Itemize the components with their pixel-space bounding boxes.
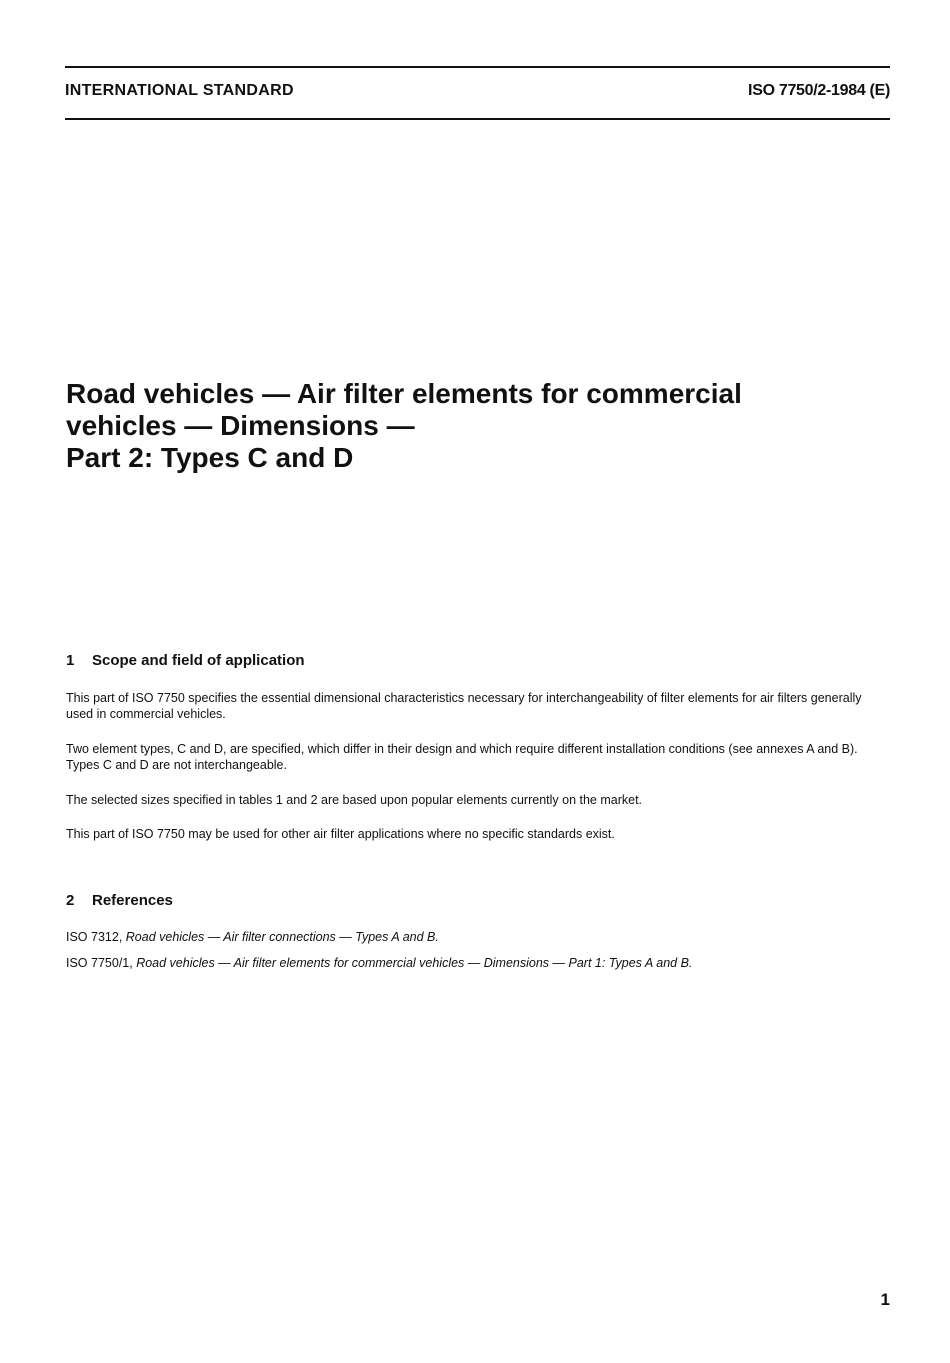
standard-number: ISO 7750/2-1984 (E) [748, 82, 890, 99]
document-title [66, 378, 886, 474]
section-2-number: 2 [66, 892, 75, 909]
reference-title: Road vehicles — Air filter elements for commercial vehicles — Dimensions — Part 1: Types A and B. [136, 956, 693, 970]
scope-paragraph-4: This part of ISO 7750 may be used for other air filter applications where no specific standards exist. [66, 827, 615, 841]
section-2-title: References [92, 892, 173, 909]
section-2-heading [66, 892, 173, 909]
scope-paragraph-2: Two element types, C and D, are specified, which differ in their design and which require different installation conditions (see annexes A and B). Types C and D are not interchangeable. [66, 742, 858, 772]
reference-item [66, 955, 892, 971]
reference-code: ISO 7312, [66, 930, 126, 944]
page-number: 1 [880, 1290, 890, 1309]
title-line-3: Part 2: Types C and D [66, 442, 354, 473]
section-1-title: Scope and field of application [92, 652, 305, 669]
title-line-1: Road vehicles — Air filter elements for commercial [66, 378, 742, 409]
reference-code: ISO 7750/1, [66, 956, 137, 970]
title-line-2: vehicles — Dimensions — [66, 410, 415, 441]
reference-title: Road vehicles — Air filter connections — Types A and B. [125, 930, 439, 944]
section-1-heading [66, 652, 305, 669]
header-bottom-rule [65, 118, 890, 120]
scope-paragraph-1: This part of ISO 7750 specifies the essential dimensional characteristics necessary for interchangeability of filter elements for air filters generally used in commercial vehicles. [66, 691, 862, 721]
section-1-number: 1 [66, 652, 75, 669]
reference-item [66, 929, 892, 945]
header-top-rule [65, 66, 890, 68]
document-type: INTERNATIONAL STANDARD [65, 82, 294, 99]
scope-paragraph-3: The selected sizes specified in tables 1 and 2 are based upon popular elements currently on the market. [66, 793, 643, 807]
